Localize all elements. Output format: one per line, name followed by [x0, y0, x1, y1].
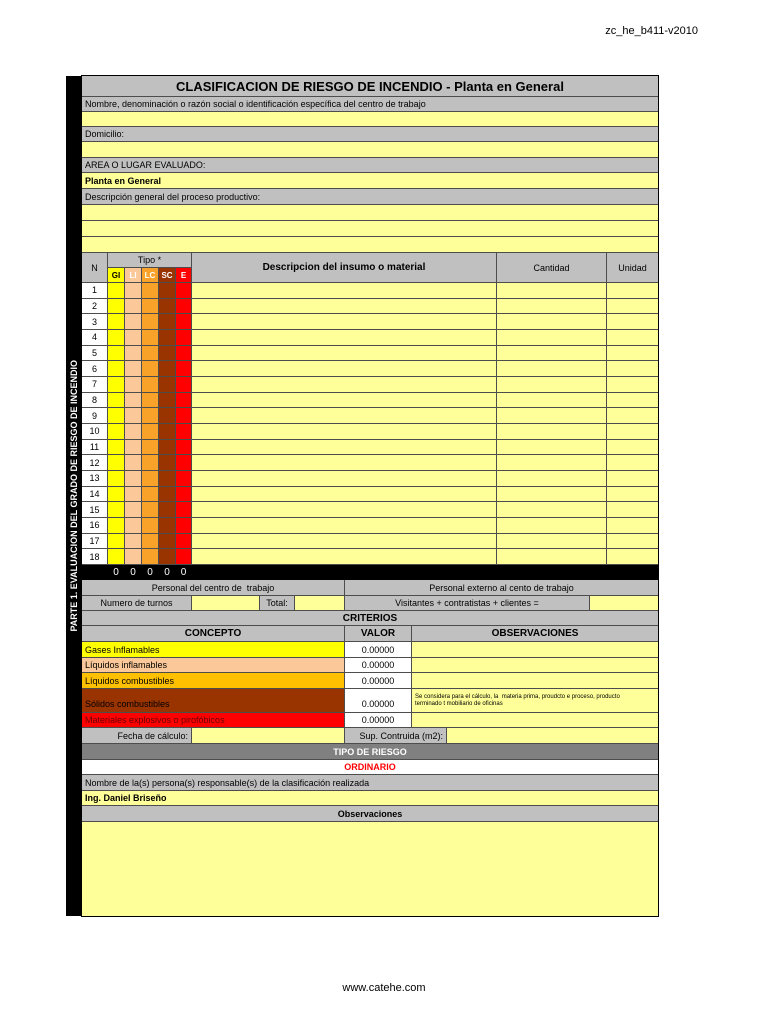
type-cell-gi [108, 346, 125, 361]
type-cell-sc [159, 314, 176, 329]
criteria-title: CRITERIOS [82, 611, 658, 625]
type-cell-sc [159, 393, 176, 408]
process-line-row [82, 221, 658, 237]
type-cell-e [176, 299, 192, 314]
description-cell [192, 393, 497, 408]
row-number: 10 [82, 424, 108, 439]
type-cell-lc [142, 408, 159, 423]
observation-explosives [412, 713, 658, 727]
type-cell-e [176, 471, 192, 486]
unit-cell [607, 518, 658, 533]
type-cell-li [125, 346, 142, 361]
unit-cell [607, 534, 658, 549]
criteria-row-flammable-liquids [82, 658, 658, 673]
quantity-cell [497, 487, 607, 502]
type-cell-li [125, 377, 142, 392]
type-cell-lc [142, 487, 159, 502]
row-number: 11 [82, 440, 108, 455]
type-cell-gi [108, 455, 125, 470]
type-cell-gi [108, 330, 125, 345]
type-cell-sc [159, 455, 176, 470]
description-cell [192, 487, 497, 502]
type-code-e: E [176, 268, 191, 282]
unit-cell [607, 455, 658, 470]
type-cell-gi [108, 377, 125, 392]
area-label: AREA O LUGAR EVALUADO: [82, 158, 658, 172]
responsible-label: Nombre de la(s) persona(s) responsable(s) de la clasificación realizada [82, 775, 658, 790]
type-cell-e [176, 502, 192, 517]
type-cell-sc [159, 487, 176, 502]
row-number: 6 [82, 361, 108, 376]
risk-type-label: TIPO DE RIESGO [82, 744, 658, 759]
type-cell-lc [142, 377, 159, 392]
quantity-cell [497, 471, 607, 486]
description-cell [192, 314, 497, 329]
type-cell-lc [142, 534, 159, 549]
observation-note: Se considera para el cálculo, la materia prima, proudcto e proceso, producto terminado t mobiliario de oficinas [415, 694, 622, 707]
table-row [82, 455, 658, 471]
table-row [82, 502, 658, 518]
description-cell [192, 518, 497, 533]
type-cell-sc [159, 377, 176, 392]
table-row [82, 408, 658, 424]
address-label-row [82, 127, 658, 142]
type-cell-li [125, 455, 142, 470]
type-cell-sc [159, 330, 176, 345]
column-header-concept: CONCEPTO [82, 626, 345, 641]
description-cell [192, 455, 497, 470]
type-cell-li [125, 534, 142, 549]
shifts-label: Numero de turnos [82, 596, 192, 610]
type-cell-gi [108, 502, 125, 517]
value-explosives: 0.00000 [345, 713, 412, 727]
responsible-label-row [82, 775, 658, 791]
type-cell-e [176, 314, 192, 329]
process-line-field [82, 237, 658, 252]
type-cell-li [125, 393, 142, 408]
row-number: 8 [82, 393, 108, 408]
description-cell [192, 408, 497, 423]
description-cell [192, 330, 497, 345]
process-line-field [82, 205, 658, 220]
unit-cell [607, 393, 658, 408]
type-code-sc: SC [159, 268, 176, 282]
quantity-cell [497, 424, 607, 439]
description-cell [192, 377, 497, 392]
type-cell-sc [159, 440, 176, 455]
type-cell-li [125, 361, 142, 376]
row-number: 4 [82, 330, 108, 345]
quantity-cell [497, 502, 607, 517]
type-cell-lc [142, 518, 159, 533]
type-cell-li [125, 424, 142, 439]
description-cell [192, 440, 497, 455]
total-label: Total: [260, 596, 295, 610]
criteria-header-row [82, 626, 658, 642]
responsible-value-row [82, 791, 658, 806]
type-totals-row [82, 565, 658, 580]
type-code-headers [108, 268, 191, 282]
type-cell-e [176, 283, 192, 298]
criteria-row-flammable-gases [82, 642, 658, 658]
quantity-cell [497, 283, 607, 298]
row-number: 9 [82, 408, 108, 423]
quantity-cell [497, 346, 607, 361]
type-cell-lc [142, 549, 159, 564]
area-field: Planta en General [82, 173, 658, 188]
type-code-li: LI [125, 268, 142, 282]
quantity-cell [497, 299, 607, 314]
observations-box-row [82, 822, 658, 916]
column-header-quantity: Cantidad [497, 253, 607, 282]
row-number: 16 [82, 518, 108, 533]
type-cell-e [176, 361, 192, 376]
unit-cell [607, 283, 658, 298]
materials-table-header [82, 253, 658, 283]
document-code: zc_he_b411-v2010 [605, 25, 698, 37]
value-combustible-liquids: 0.00000 [345, 673, 412, 688]
total-field [295, 596, 345, 610]
quantity-cell [497, 440, 607, 455]
description-cell [192, 549, 497, 564]
process-line-row [82, 205, 658, 221]
unit-cell [607, 408, 658, 423]
unit-cell [607, 314, 658, 329]
type-cell-sc [159, 361, 176, 376]
criteria-row-explosives [82, 713, 658, 728]
built-area-label: Sup. Contruida (m2): [345, 728, 447, 743]
table-row [82, 440, 658, 456]
row-number: 1 [82, 283, 108, 298]
unit-cell [607, 361, 658, 376]
type-cell-gi [108, 518, 125, 533]
table-row [82, 346, 658, 362]
type-cell-e [176, 408, 192, 423]
value-combustible-solids: 0.00000 [345, 689, 412, 712]
type-cell-sc [159, 534, 176, 549]
table-row [82, 283, 658, 299]
quantity-cell [497, 393, 607, 408]
table-row [82, 549, 658, 565]
risk-type-value-row [82, 760, 658, 775]
observation-combustible-solids [412, 689, 658, 712]
address-field [82, 142, 658, 157]
row-number: 5 [82, 346, 108, 361]
materials-table-body [82, 283, 658, 565]
type-cell-e [176, 393, 192, 408]
type-cell-lc [142, 393, 159, 408]
total-sc: 0 [159, 565, 176, 579]
calculation-info-row [82, 728, 658, 744]
quantity-cell [497, 455, 607, 470]
description-cell [192, 534, 497, 549]
table-row [82, 377, 658, 393]
type-cell-e [176, 424, 192, 439]
table-row [82, 518, 658, 534]
section-side-bar [66, 76, 82, 916]
type-cell-sc [159, 518, 176, 533]
unit-cell [607, 471, 658, 486]
type-cell-gi [108, 361, 125, 376]
process-line-field [82, 221, 658, 236]
table-row [82, 299, 658, 315]
row-number: 17 [82, 534, 108, 549]
type-cell-gi [108, 549, 125, 564]
description-cell [192, 424, 497, 439]
criteria-row-combustible-liquids [82, 673, 658, 689]
personnel-values-row [82, 596, 658, 611]
type-cell-gi [108, 440, 125, 455]
table-row [82, 534, 658, 550]
observation-flammable-gases [412, 642, 658, 657]
process-label-row [82, 189, 658, 205]
shifts-field [192, 596, 260, 610]
observations-label-row [82, 806, 658, 822]
row-number: 13 [82, 471, 108, 486]
criteria-title-row [82, 611, 658, 626]
row-number: 12 [82, 455, 108, 470]
visitors-field [590, 596, 658, 610]
risk-type-header-row [82, 744, 658, 760]
type-cell-e [176, 330, 192, 345]
type-cell-gi [108, 471, 125, 486]
company-name-row [82, 112, 658, 127]
column-header-value: VALOR [345, 626, 412, 641]
type-cell-li [125, 283, 142, 298]
type-cell-gi [108, 534, 125, 549]
table-row [82, 314, 658, 330]
type-cell-li [125, 299, 142, 314]
quantity-cell [497, 377, 607, 392]
type-cell-sc [159, 408, 176, 423]
type-cell-li [125, 518, 142, 533]
process-label: Descripción general del proceso productivo: [82, 189, 658, 204]
value-flammable-gases: 0.00000 [345, 642, 412, 657]
column-header-description: Descripcion del insumo o material [192, 253, 497, 282]
area-row [82, 173, 658, 189]
row-number: 2 [82, 299, 108, 314]
type-code-lc: LC [142, 268, 159, 282]
column-header-tipo-group [108, 253, 192, 282]
concept-explosives: Materiales explosivos o pirofóbicos [82, 713, 345, 727]
row-number: 15 [82, 502, 108, 517]
type-cell-lc [142, 314, 159, 329]
table-row [82, 361, 658, 377]
footer-website: www.catehe.com [342, 982, 426, 994]
type-cell-lc [142, 346, 159, 361]
type-cell-sc [159, 502, 176, 517]
value-flammable-liquids: 0.00000 [345, 658, 412, 672]
quantity-cell [497, 330, 607, 345]
internal-personnel-label: Personal del centro de trabajo [82, 580, 345, 595]
company-name-label-row [82, 97, 658, 112]
type-cell-gi [108, 314, 125, 329]
concept-combustible-liquids: Líquidos combustibles [82, 673, 345, 688]
type-cell-li [125, 502, 142, 517]
column-header-unit: Unidad [607, 253, 658, 282]
type-cell-lc [142, 471, 159, 486]
type-cell-e [176, 549, 192, 564]
type-cell-e [176, 346, 192, 361]
type-cell-lc [142, 361, 159, 376]
type-cell-lc [142, 299, 159, 314]
concept-flammable-gases: Gases Inflamables [82, 642, 345, 657]
quantity-cell [497, 361, 607, 376]
total-gi: 0 [108, 565, 125, 579]
area-label-row [82, 158, 658, 173]
quantity-cell [497, 534, 607, 549]
table-row [82, 330, 658, 346]
calculation-date-label: Fecha de cálculo: [82, 728, 192, 743]
visitors-label: Visitantes + contratistas + clientes = [345, 596, 590, 610]
type-cell-sc [159, 471, 176, 486]
built-area-field [447, 728, 658, 743]
concept-flammable-liquids: Líquidos inflamables [82, 658, 345, 672]
type-cell-sc [159, 299, 176, 314]
column-header-observations: OBSERVACIONES [412, 626, 658, 641]
table-row [82, 393, 658, 409]
type-cell-li [125, 549, 142, 564]
total-lc: 0 [142, 565, 159, 579]
risk-type-value: ORDINARIO [82, 760, 658, 774]
description-cell [192, 346, 497, 361]
type-cell-li [125, 471, 142, 486]
totals-spacer [82, 565, 108, 579]
address-row [82, 142, 658, 158]
type-cell-e [176, 455, 192, 470]
external-personnel-label: Personal externo al cento de trabajo [345, 580, 658, 595]
type-cell-li [125, 408, 142, 423]
unit-cell [607, 299, 658, 314]
type-cell-sc [159, 283, 176, 298]
quantity-cell [497, 408, 607, 423]
totals-filler [192, 565, 658, 579]
description-cell [192, 283, 497, 298]
type-cell-lc [142, 283, 159, 298]
description-cell [192, 502, 497, 517]
total-e: 0 [176, 565, 192, 579]
process-line-row [82, 237, 658, 253]
type-cell-gi [108, 283, 125, 298]
type-cell-gi [108, 487, 125, 502]
table-row [82, 424, 658, 440]
personnel-header-row [82, 580, 658, 596]
type-cell-li [125, 487, 142, 502]
type-cell-gi [108, 299, 125, 314]
unit-cell [607, 440, 658, 455]
observation-combustible-liquids [412, 673, 658, 688]
type-cell-lc [142, 502, 159, 517]
title-row [82, 76, 658, 97]
row-number: 14 [82, 487, 108, 502]
quantity-cell [497, 314, 607, 329]
observations-label: Observaciones [82, 806, 658, 821]
type-cell-gi [108, 408, 125, 423]
type-cell-e [176, 518, 192, 533]
type-cell-lc [142, 455, 159, 470]
unit-cell [607, 377, 658, 392]
table-row [82, 487, 658, 503]
column-header-tipo: Tipo * [108, 253, 191, 268]
unit-cell [607, 424, 658, 439]
type-cell-li [125, 440, 142, 455]
type-cell-e [176, 534, 192, 549]
row-number: 7 [82, 377, 108, 392]
quantity-cell [497, 549, 607, 564]
type-cell-lc [142, 440, 159, 455]
type-cell-li [125, 314, 142, 329]
type-cell-gi [108, 393, 125, 408]
type-cell-e [176, 440, 192, 455]
type-cell-lc [142, 330, 159, 345]
type-cell-gi [108, 424, 125, 439]
type-cell-lc [142, 424, 159, 439]
type-cell-sc [159, 424, 176, 439]
description-cell [192, 361, 497, 376]
concept-combustible-solids: Sólidos combustibles [82, 689, 345, 712]
criteria-row-combustible-solids [82, 689, 658, 713]
total-li: 0 [125, 565, 142, 579]
unit-cell [607, 487, 658, 502]
row-number: 18 [82, 549, 108, 564]
unit-cell [607, 346, 658, 361]
description-cell [192, 299, 497, 314]
responsible-name: Ing. Daniel Briseño [82, 791, 658, 805]
column-header-n: N [82, 253, 108, 282]
quantity-cell [497, 518, 607, 533]
unit-cell [607, 549, 658, 564]
calculation-date-field [192, 728, 345, 743]
observation-flammable-liquids [412, 658, 658, 672]
section-title-vertical: PARTE 1. EVALUACION DEL GRADO DE RIESGO DE INCENDIO [69, 360, 79, 632]
address-label: Domicilio: [82, 127, 658, 141]
type-cell-e [176, 487, 192, 502]
row-number: 3 [82, 314, 108, 329]
type-cell-sc [159, 346, 176, 361]
description-cell [192, 471, 497, 486]
company-name-field [82, 112, 658, 126]
fire-risk-classification-form [82, 76, 658, 916]
observations-box [82, 822, 658, 916]
unit-cell [607, 330, 658, 345]
table-row [82, 471, 658, 487]
type-cell-sc [159, 549, 176, 564]
unit-cell [607, 502, 658, 517]
form-title: CLASIFICACION DE RIESGO DE INCENDIO - Planta en General [82, 76, 658, 96]
type-code-gi: GI [108, 268, 125, 282]
type-cell-e [176, 377, 192, 392]
type-cell-li [125, 330, 142, 345]
company-name-label: Nombre, denominación o razón social o identificación específica del centro de trabajo [82, 97, 658, 111]
